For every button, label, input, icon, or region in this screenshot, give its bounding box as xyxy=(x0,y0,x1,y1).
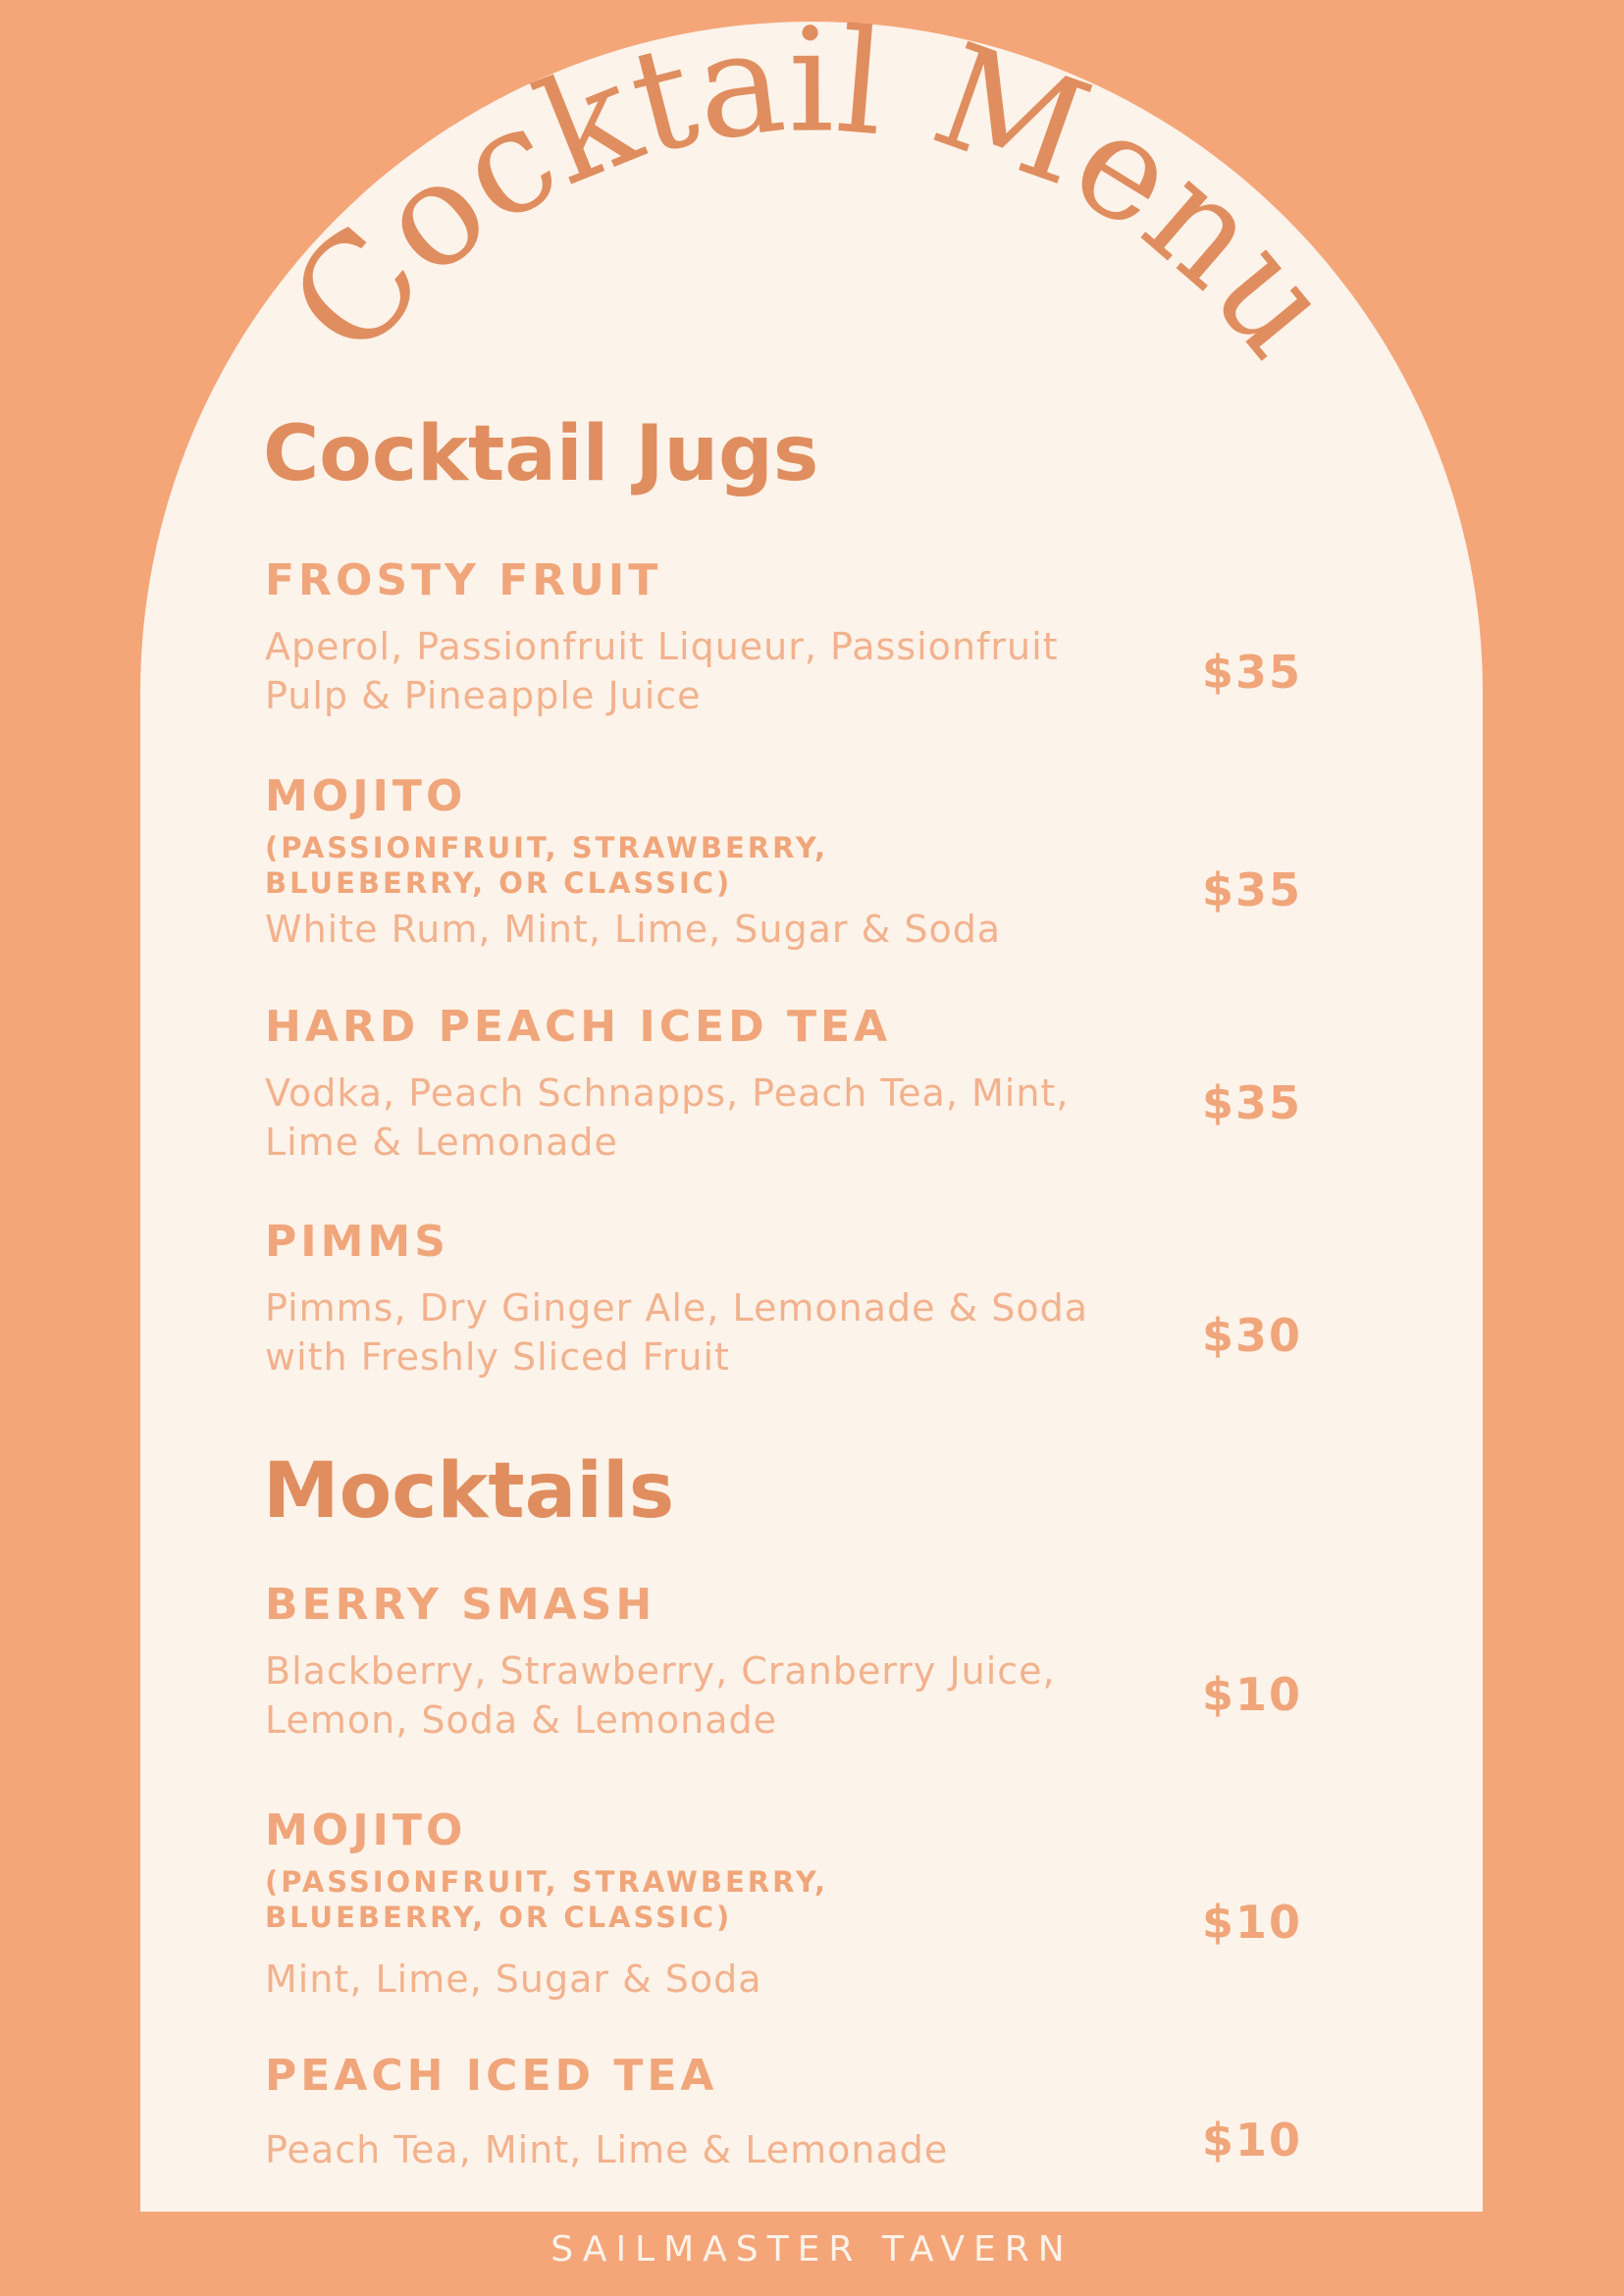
item-price: $10 xyxy=(1202,1668,1303,1721)
item-name: MOJITO xyxy=(265,1805,467,1855)
restaurant-name-footer: SAILMASTER TAVERN xyxy=(550,2229,1074,2270)
menu-item-hard-peach-iced-tea xyxy=(265,1002,1344,1167)
menu-item-mojito-mocktail xyxy=(265,1805,1344,2004)
item-description: Aperol, Passionfruit Liqueur, Passionfruit Pulp & Pineapple Juice xyxy=(265,625,1059,717)
menu-item-frosty-fruit xyxy=(265,555,1344,720)
item-description: Peach Tea, Mint, Lime & Lemonade xyxy=(265,2128,949,2171)
svg-text:Cocktail Menu xyxy=(258,0,1368,387)
item-name: PIMMS xyxy=(265,1217,449,1267)
item-price: $35 xyxy=(1202,646,1303,699)
item-description: Pimms, Dry Ginger Ale, Lemonade & Soda with Freshly Sliced Fruit xyxy=(265,1286,1089,1379)
item-price: $35 xyxy=(1202,1076,1303,1129)
item-name: MOJITO xyxy=(265,771,467,821)
section-title-cocktail-jugs: Cocktail Jugs xyxy=(263,410,819,498)
menu-item-pimms xyxy=(265,1217,1344,1382)
item-description: White Rum, Mint, Lime, Sugar & Soda xyxy=(265,908,1002,951)
item-description: Vodka, Peach Schnapps, Peach Tea, Mint, Lime & Lemonade xyxy=(265,1071,1070,1164)
item-name: FROSTY FRUIT xyxy=(265,555,662,605)
item-name: BERRY SMASH xyxy=(265,1580,656,1630)
item-variants: (PASSIONFRUIT, STRAWBERRY, BLUEBERRY, OR CLASSIC) xyxy=(265,1865,829,1934)
menu-item-mojito-jug xyxy=(265,771,1344,954)
item-price: $10 xyxy=(1202,1896,1303,1949)
menu-item-berry-smash xyxy=(265,1580,1344,1745)
menu-item-peach-iced-tea xyxy=(265,2051,1344,2174)
item-price: $10 xyxy=(1202,2113,1303,2166)
item-name: PEACH ICED TEA xyxy=(265,2051,718,2101)
menu-title-text: Cocktail Menu xyxy=(257,0,1368,388)
section-title-mocktails: Mocktails xyxy=(263,1447,675,1536)
item-description: Mint, Lime, Sugar & Soda xyxy=(265,1957,762,2001)
item-description: Blackberry, Strawberry, Cranberry Juice, Lemon, Soda & Lemonade xyxy=(265,1649,1056,1742)
item-price: $30 xyxy=(1202,1309,1303,1362)
item-price: $35 xyxy=(1202,863,1303,916)
item-name: HARD PEACH ICED TEA xyxy=(265,1002,892,1052)
item-variants: (PASSIONFRUIT, STRAWBERRY, BLUEBERRY, OR CLASSIC) xyxy=(265,831,829,900)
